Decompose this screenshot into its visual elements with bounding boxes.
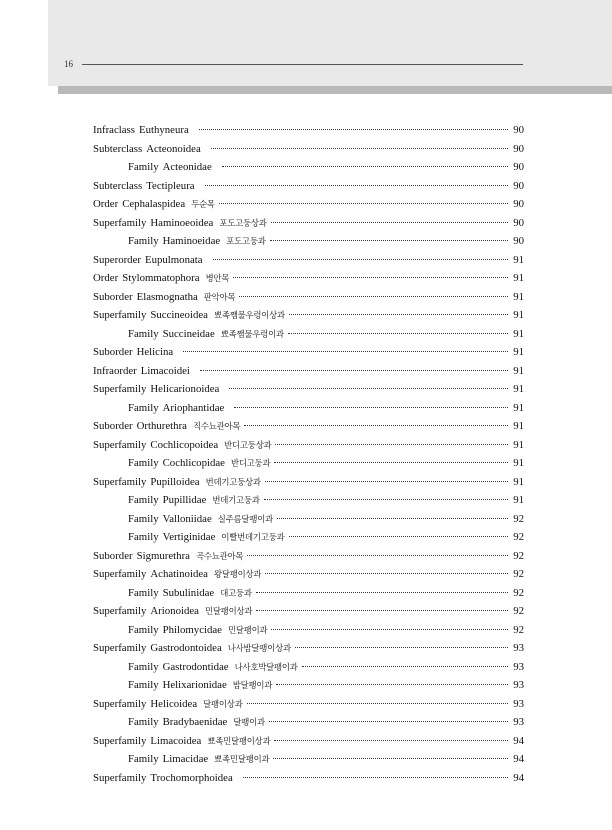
page-reference: 93 xyxy=(513,697,524,710)
toc-row[interactable] xyxy=(93,380,524,399)
page-reference: 92 xyxy=(513,549,524,562)
page-reference: 92 xyxy=(513,623,524,636)
dot-leader xyxy=(289,314,508,315)
page-reference: 90 xyxy=(513,179,524,192)
scientific-name: Succineidae xyxy=(162,327,215,340)
taxon-rank: Superfamily xyxy=(93,734,147,747)
page-number: 16 xyxy=(64,59,73,69)
dot-leader xyxy=(265,481,508,482)
taxon-rank: Superfamily xyxy=(93,438,147,451)
dot-leader xyxy=(234,407,508,408)
page-header-band xyxy=(48,0,612,86)
scientific-name: Tectipleura xyxy=(146,179,195,192)
page-reference: 91 xyxy=(513,401,524,414)
scientific-name: Elasmognatha xyxy=(136,290,198,303)
toc-row[interactable] xyxy=(93,584,524,603)
scientific-name: Helicarionoidea xyxy=(150,383,220,395)
toc-row[interactable] xyxy=(93,602,524,621)
toc-row[interactable] xyxy=(93,695,524,714)
toc-row[interactable] xyxy=(93,140,524,159)
page-reference: 94 xyxy=(513,771,524,784)
scientific-name: Gastrodontoidea xyxy=(150,642,222,654)
page-reference: 91 xyxy=(513,327,524,340)
korean-name: 곡수뇨관아목 xyxy=(195,550,244,561)
page-reference: 92 xyxy=(513,586,524,599)
toc-row[interactable] xyxy=(93,528,524,547)
page-reference: 91 xyxy=(513,494,524,506)
taxon-rank: Superfamily xyxy=(93,475,147,488)
dot-leader xyxy=(229,388,508,389)
taxon-rank: Family xyxy=(128,161,159,173)
taxon-rank: Family xyxy=(128,623,159,636)
toc-row[interactable] xyxy=(93,436,524,455)
page-reference: 94 xyxy=(513,734,524,747)
toc-row[interactable] xyxy=(93,232,524,251)
page-reference: 91 xyxy=(513,383,524,395)
dot-leader xyxy=(247,703,508,704)
scientific-name: Trochomorphoidea xyxy=(150,771,233,784)
taxon-rank: Superfamily xyxy=(93,568,147,580)
taxon-rank: Superfamily xyxy=(93,642,147,654)
dot-leader xyxy=(274,740,508,741)
dot-leader xyxy=(264,499,508,500)
page-reference: 91 xyxy=(513,346,524,358)
korean-name: 달팽이상과 xyxy=(203,698,243,709)
dot-leader xyxy=(275,444,508,445)
taxon-rank: Superfamily xyxy=(93,771,147,784)
page-header-shadow xyxy=(58,86,612,94)
scientific-name: Helicina xyxy=(136,346,174,358)
toc-row[interactable] xyxy=(93,732,524,751)
page-reference: 90 xyxy=(513,198,524,210)
dot-leader xyxy=(273,758,508,759)
scientific-name: Succineoidea xyxy=(150,309,208,321)
toc-row[interactable] xyxy=(93,362,524,381)
dot-leader xyxy=(295,647,508,648)
toc-row[interactable] xyxy=(93,288,524,307)
page-reference: 91 xyxy=(513,438,524,451)
korean-name: 뾰족쨈물우렁이상과 xyxy=(213,310,285,320)
page-reference: 91 xyxy=(513,290,524,303)
dot-leader xyxy=(199,129,508,130)
scientific-name: Orthurethra xyxy=(136,420,187,432)
korean-name: 실주름달팽이과 xyxy=(217,513,273,524)
scientific-name: Pupillidae xyxy=(162,494,207,506)
taxon-rank: Family xyxy=(128,327,159,340)
taxon-rank: Superfamily xyxy=(93,216,147,229)
taxon-rank: Family xyxy=(128,457,159,469)
page-reference: 91 xyxy=(513,420,524,432)
toc-row[interactable] xyxy=(93,214,524,233)
toc-row[interactable] xyxy=(93,454,524,473)
dot-leader xyxy=(213,259,508,260)
scientific-name: Limacoidei xyxy=(140,364,190,377)
toc-row[interactable] xyxy=(93,547,524,566)
taxon-rank: Subterclass xyxy=(93,179,143,192)
dot-leader xyxy=(256,610,508,611)
page-reference: 90 xyxy=(513,124,524,136)
taxon-rank: Suborder xyxy=(93,290,133,303)
korean-name: 포도고둥상과 xyxy=(219,217,267,228)
taxon-rank: Order xyxy=(93,272,119,284)
korean-name: 판악아목 xyxy=(203,291,236,302)
dot-leader xyxy=(270,240,508,241)
dot-leader xyxy=(271,629,508,630)
dot-leader xyxy=(247,555,508,556)
page-reference: 92 xyxy=(513,531,524,543)
toc-row[interactable] xyxy=(93,306,524,325)
dot-leader xyxy=(276,684,508,685)
korean-name: 뾰족쨈물우렁이과 xyxy=(220,328,284,339)
dot-leader xyxy=(205,185,508,186)
dot-leader xyxy=(200,370,508,371)
korean-name: 나사호박달팽이과 xyxy=(234,661,298,672)
page-reference: 93 xyxy=(513,716,524,728)
dot-leader xyxy=(222,166,508,167)
scientific-name: Haminoeoidea xyxy=(150,216,214,229)
scientific-name: Ariophantidae xyxy=(162,401,225,414)
scientific-name: Pupilloidea xyxy=(150,475,200,488)
korean-name: 번데기고둥과 xyxy=(212,495,260,505)
taxon-rank: Superorder xyxy=(93,253,141,266)
scientific-name: Sigmurethra xyxy=(136,549,190,562)
table-of-contents xyxy=(93,121,524,787)
toc-row[interactable] xyxy=(93,491,524,510)
toc-row[interactable] xyxy=(93,269,524,288)
scientific-name: Helixarionidae xyxy=(162,679,227,691)
page-reference: 91 xyxy=(513,309,524,321)
page-reference: 91 xyxy=(513,457,524,469)
scientific-name: Gastrodontidae xyxy=(162,660,229,673)
taxon-rank: Family xyxy=(128,531,159,543)
dot-leader xyxy=(274,462,508,463)
scientific-name: Bradybaenidae xyxy=(162,716,228,728)
toc-row[interactable] xyxy=(93,251,524,270)
header-rule xyxy=(82,64,523,65)
scientific-name: Cochlicopoidea xyxy=(150,438,219,451)
scientific-name: Eupulmonata xyxy=(144,253,203,266)
taxon-rank: Family xyxy=(128,716,159,728)
korean-name: 병안목 xyxy=(205,273,230,283)
toc-row[interactable] xyxy=(93,769,524,788)
taxon-rank: Suborder xyxy=(93,346,133,358)
taxon-rank: Family xyxy=(128,753,159,765)
dot-leader xyxy=(269,721,508,722)
korean-name: 번데기고둥상과 xyxy=(205,476,261,487)
taxon-rank: Suborder xyxy=(93,549,133,562)
page-reference: 92 xyxy=(513,568,524,580)
scientific-name: Limacidae xyxy=(162,753,209,765)
korean-name: 반디고둥과 xyxy=(230,458,271,468)
scientific-name: Vertiginidae xyxy=(162,531,216,543)
taxon-rank: Infraorder xyxy=(93,364,137,377)
scientific-name: Arionoidea xyxy=(150,605,199,617)
taxon-rank: Suborder xyxy=(93,420,133,432)
toc-row[interactable] xyxy=(93,510,524,529)
dot-leader xyxy=(265,573,508,574)
toc-row[interactable] xyxy=(93,417,524,436)
toc-row[interactable] xyxy=(93,325,524,344)
page-reference: 93 xyxy=(513,660,524,673)
korean-name: 포도고둥과 xyxy=(226,236,266,246)
toc-row[interactable] xyxy=(93,121,524,140)
dot-leader xyxy=(302,666,508,667)
page-reference: 92 xyxy=(513,512,524,525)
scientific-name: Helicoidea xyxy=(150,697,198,710)
toc-row[interactable] xyxy=(93,639,524,658)
dot-leader xyxy=(239,296,508,297)
korean-name: 민달팽이상과 xyxy=(204,606,253,616)
dot-leader xyxy=(219,203,508,204)
dot-leader xyxy=(233,277,508,278)
korean-name: 민달팽이과 xyxy=(227,624,268,635)
korean-name: 두순목 xyxy=(191,199,215,209)
korean-name: 뾰족민달팽이과 xyxy=(214,754,270,764)
toc-row[interactable] xyxy=(93,658,524,677)
dot-leader xyxy=(211,148,508,149)
taxon-rank: Family xyxy=(128,494,159,506)
korean-name: 이빨번데기고둥과 xyxy=(221,532,285,542)
taxon-rank: Family xyxy=(128,679,159,691)
dot-leader xyxy=(288,333,508,334)
korean-name: 달팽이과 xyxy=(233,717,265,727)
page-reference: 91 xyxy=(513,272,524,284)
page-reference: 91 xyxy=(513,253,524,266)
korean-name: 반디고둥상과 xyxy=(224,439,272,450)
scientific-name: Acteonoidea xyxy=(146,142,201,155)
scientific-name: Cephalaspidea xyxy=(122,198,186,210)
dot-leader xyxy=(271,222,508,223)
page-reference: 94 xyxy=(513,753,524,765)
toc-row[interactable] xyxy=(93,621,524,640)
toc-row[interactable] xyxy=(93,750,524,769)
page-reference: 93 xyxy=(513,642,524,654)
taxon-rank: Superfamily xyxy=(93,697,147,710)
korean-name: 나사밤달팽이상과 xyxy=(227,643,291,653)
scientific-name: Acteonidae xyxy=(162,161,212,173)
scientific-name: Achatinoidea xyxy=(150,568,208,580)
toc-row[interactable] xyxy=(93,713,524,732)
taxon-rank: Family xyxy=(128,660,159,673)
taxon-rank: Superfamily xyxy=(93,605,147,617)
toc-row[interactable] xyxy=(93,399,524,418)
scientific-name: Stylommatophora xyxy=(122,272,200,284)
toc-row[interactable] xyxy=(93,565,524,584)
korean-name: 밤달팽이과 xyxy=(232,680,273,690)
toc-row[interactable] xyxy=(93,158,524,177)
korean-name: 왕달팽이상과 xyxy=(213,569,262,579)
taxon-rank: Infraclass xyxy=(93,124,135,136)
page-reference: 90 xyxy=(513,235,524,247)
taxon-rank: Family xyxy=(128,401,159,414)
page-reference: 91 xyxy=(513,364,524,377)
scientific-name: Haminoeidae xyxy=(162,235,221,247)
page-reference: 93 xyxy=(513,679,524,691)
scientific-name: Philomycidae xyxy=(162,623,222,636)
scientific-name: Valloniidae xyxy=(162,512,212,525)
page-reference: 91 xyxy=(513,475,524,488)
korean-name: 뾰족민달팽이상과 xyxy=(207,735,271,746)
scientific-name: Subulinidae xyxy=(162,586,215,599)
toc-row[interactable] xyxy=(93,676,524,695)
page-reference: 90 xyxy=(513,216,524,229)
scientific-name: Limacoidea xyxy=(150,734,202,747)
taxon-rank: Family xyxy=(128,512,159,525)
dot-leader xyxy=(243,777,508,778)
toc-row[interactable] xyxy=(93,343,524,362)
taxon-rank: Order xyxy=(93,198,119,210)
scientific-name: Euthyneura xyxy=(138,124,189,136)
scientific-name: Cochlicopidae xyxy=(162,457,225,469)
taxon-rank: Family xyxy=(128,586,159,599)
toc-row[interactable] xyxy=(93,195,524,214)
dot-leader xyxy=(289,536,509,537)
taxon-rank: Superfamily xyxy=(93,309,147,321)
toc-row[interactable] xyxy=(93,177,524,196)
taxon-rank: Superfamily xyxy=(93,383,147,395)
dot-leader xyxy=(244,425,508,426)
korean-name: 대고둥과 xyxy=(220,587,252,598)
dot-leader xyxy=(277,518,508,519)
dot-leader xyxy=(183,351,508,352)
dot-leader xyxy=(256,592,508,593)
toc-row[interactable] xyxy=(93,473,524,492)
taxon-rank: Family xyxy=(128,235,159,247)
korean-name: 직수뇨관아목 xyxy=(192,421,241,431)
page-reference: 90 xyxy=(513,161,524,173)
taxon-rank: Subterclass xyxy=(93,142,143,155)
page-reference: 92 xyxy=(513,605,524,617)
page-reference: 90 xyxy=(513,142,524,155)
